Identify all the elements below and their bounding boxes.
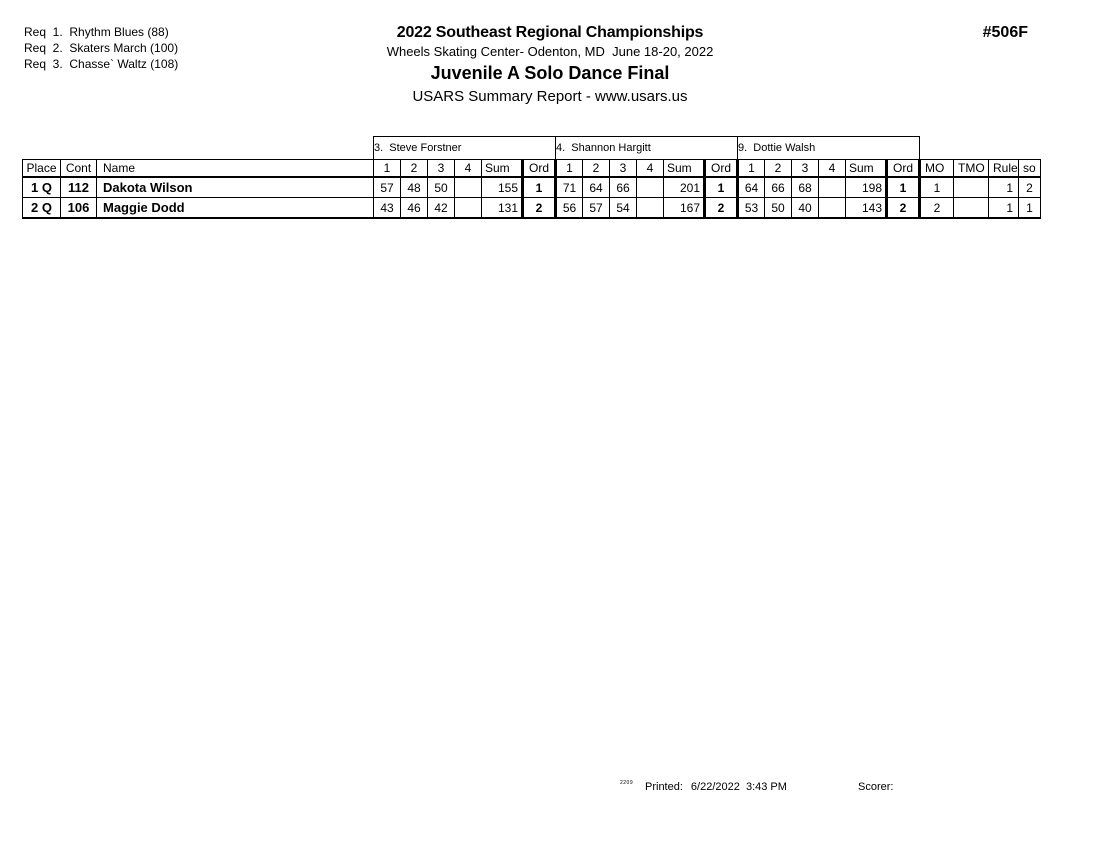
results-table [22,136,1041,219]
sum-cell: 155 [482,177,523,198]
title-block [0,24,1100,105]
score-cell: 53 [738,198,765,219]
ord-cell: 1 [523,177,556,198]
print-version-marker: 2209 [620,780,634,786]
score-cell: 50 [428,177,455,198]
sum-cell: 167 [664,198,705,219]
requirement-line: Req 3. Chasse` Waltz (108) [24,57,179,71]
score-cell [819,198,846,219]
place-cell: 2 Q [23,198,61,219]
score-cell: 48 [401,177,428,198]
mo-cell: 2 [920,198,954,219]
so-cell: 2 [1019,177,1041,198]
place-header: Place [23,160,61,178]
judge-name-cell: 9. Dottie Walsh [738,137,920,160]
score-cell: 43 [374,198,401,219]
ord-header: Ord [523,160,556,178]
score-cell: 46 [401,198,428,219]
score-cell: 50 [765,198,792,219]
score-cell: 71 [556,177,583,198]
sum-header: Sum [482,160,523,178]
score-cell [455,198,482,219]
judge-name-cell: 4. Shannon Hargitt [556,137,738,160]
score-cell: 42 [428,198,455,219]
rule-header: Rule [989,160,1019,178]
tmo-header: TMO [954,160,989,178]
score-header: 2 [583,160,610,178]
scorer-label: Scorer: [858,781,894,793]
score-cell: 57 [374,177,401,198]
score-cell [637,198,664,219]
score-header: 4 [637,160,664,178]
ord-cell: 2 [705,198,738,219]
score-cell [819,177,846,198]
table-row [23,198,1041,219]
sum-cell: 198 [846,177,887,198]
judges-row-left-spacer [23,137,374,160]
score-header: 3 [610,160,637,178]
cont-cell: 106 [61,198,97,219]
place-cell: 1 Q [23,177,61,198]
ord-cell: 2 [887,198,920,219]
mo-header: MO [920,160,954,178]
mo-cell: 1 [920,177,954,198]
ord-cell: 1 [887,177,920,198]
score-cell [455,177,482,198]
score-cell: 66 [610,177,637,198]
score-header: 1 [556,160,583,178]
score-cell: 68 [792,177,819,198]
judges-row-right-spacer [920,137,1041,160]
venue-date-line: Wheels Skating Center- Odenton, MD June 18-20, 2022 [386,44,714,59]
column-header-row [23,160,1041,178]
sum-cell: 201 [664,177,705,198]
rule-cell: 1 [989,177,1019,198]
table-row [23,177,1041,198]
ord-cell: 2 [523,198,556,219]
printed-datetime: 6/22/2022 3:43 PM [690,781,787,793]
tmo-cell [954,198,989,219]
score-cell: 40 [792,198,819,219]
printed-label: Printed: [645,781,683,793]
score-cell: 64 [583,177,610,198]
score-header: 3 [428,160,455,178]
score-cell: 56 [556,198,583,219]
so-header: so [1019,160,1041,178]
name-header: Name [97,160,374,178]
score-header: 4 [819,160,846,178]
score-cell: 66 [765,177,792,198]
requirement-line: Req 2. Skaters March (100) [24,41,179,55]
cont-cell: 112 [61,177,97,198]
event-code: #506F [982,24,1028,41]
skater-name-cell: Dakota Wilson [97,177,374,198]
ord-header: Ord [887,160,920,178]
rule-cell: 1 [989,198,1019,219]
so-cell: 1 [1019,198,1041,219]
score-cell: 54 [610,198,637,219]
score-header: 4 [455,160,482,178]
score-header: 2 [401,160,428,178]
score-header: 3 [792,160,819,178]
ord-header: Ord [705,160,738,178]
judges-row [23,137,1041,160]
printed-line [645,781,787,793]
report-type-line: USARS Summary Report - www.usars.us [412,88,688,105]
sum-cell: 143 [846,198,887,219]
championship-title: 2022 Southeast Regional Championships [396,24,704,41]
cont-header: Cont [61,160,97,178]
score-header: 1 [374,160,401,178]
sum-header: Sum [664,160,705,178]
tmo-cell [954,177,989,198]
score-header: 1 [738,160,765,178]
sum-cell: 131 [482,198,523,219]
sum-header: Sum [846,160,887,178]
score-cell [637,177,664,198]
score-cell: 57 [583,198,610,219]
ord-cell: 1 [705,177,738,198]
skater-name-cell: Maggie Dodd [97,198,374,219]
event-name: Juvenile A Solo Dance Final [430,63,670,83]
judge-name-cell: 3. Steve Forstner [374,137,556,160]
score-cell: 64 [738,177,765,198]
score-header: 2 [765,160,792,178]
requirement-line: Req 1. Rhythm Blues (88) [24,25,169,39]
